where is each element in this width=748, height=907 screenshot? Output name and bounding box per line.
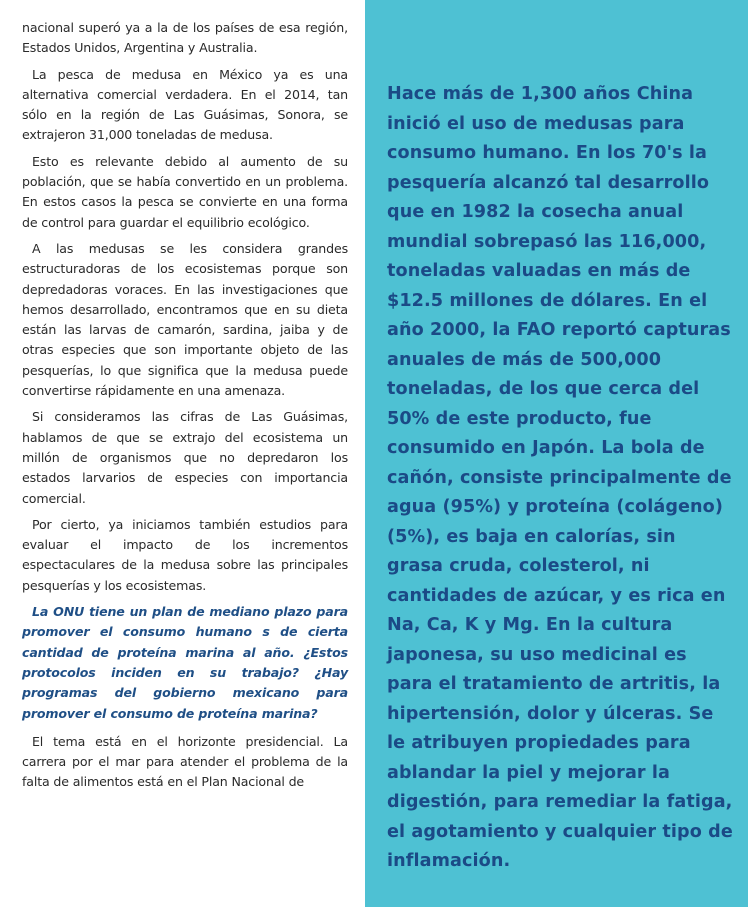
- article-paragraph: Esto es relevante debido al aumento de su población, que se había convertido en un problema. En estos casos la pesca se convierte en una forma de control para guardar el equilibrio ecológico.: [22, 153, 348, 230]
- article-paragraph: nacional superó ya a la de los países de esa región, Estados Unidos, Argentina y Australia.: [22, 20, 348, 56]
- interview-answer: El tema está en el horizonte presidencial. La carrera por el mar para atender el problema de la falta de alimentos está en el Plan Nacional de: [22, 733, 348, 790]
- article-paragraph: La pesca de medusa en México ya es una alternativa comercial verdadera. En el 2014, tan sólo en la región de Las Guásimas, Sonora, se extrajeron 31,000 toneladas de medusa.: [22, 66, 348, 143]
- article-column: [0, 0, 365, 907]
- article-body: [22, 18, 348, 799]
- sidebar-panel: [365, 0, 748, 907]
- sidebar-text: Hace más de 1,300 años China inició el uso de medusas para consumo humano. En los 70's la pesquería alcanzó tal desarrollo que en 1982 la cosecha anual mundial sobrepasó las 116,000, toneladas valuadas en más de $12.5 millones de dólares. En el año 2000, la FAO reportó capturas anuales de más de 500,000 toneladas, de los que cerca del 50% de este producto, fue consumido en Japón. La bola de cañón, consiste principalmente de agua (95%) y proteína (colágeno) (5%), es baja en calorías, sin grasa cruda, colesterol, ni cantidades de azúcar, y es rica en Na, Ca, K y Mg. En la cultura japonesa, su uso medicinal es para el tratamiento de artritis, la hipertensión, dolor y úlceras. Se le atribuyen propiedades para ablandar la piel y mejorar la digestión, para remediar la fatiga, el agotamiento y cualquier tipo de inflamación.: [387, 84, 733, 871]
- article-paragraph: Por cierto, ya iniciamos también estudios para evaluar el impacto de los incrementos espectaculares de la medusa sobre las principales pesquerías y los ecosistemas.: [22, 516, 348, 593]
- interview-question: La ONU tiene un plan de mediano plazo para promover el consumo humano s de cierta cantidad de proteína marina al año. ¿Estos protocolos inciden en su trabajo? ¿Hay programas del gobierno mexicano para promover el consumo de proteína marina?: [22, 604, 348, 721]
- article-paragraph: A las medusas se les considera grandes estructuradoras de los ecosistemas porque son depredadoras voraces. En las investigaciones que hemos desarrollado, encontramos que en su dieta están las larvas de camarón, sardina, jaiba y de otras especies que son importante objeto de las pesquerías, lo que significa que la medusa puede convertirse rápidamente en una amenaza.: [22, 240, 348, 399]
- article-paragraph: Si consideramos las cifras de Las Guásimas, hablamos de que se extrajo del ecosistema un millón de organismos que no depredaron los estados larvarios de especies con importancia comercial.: [22, 409, 348, 506]
